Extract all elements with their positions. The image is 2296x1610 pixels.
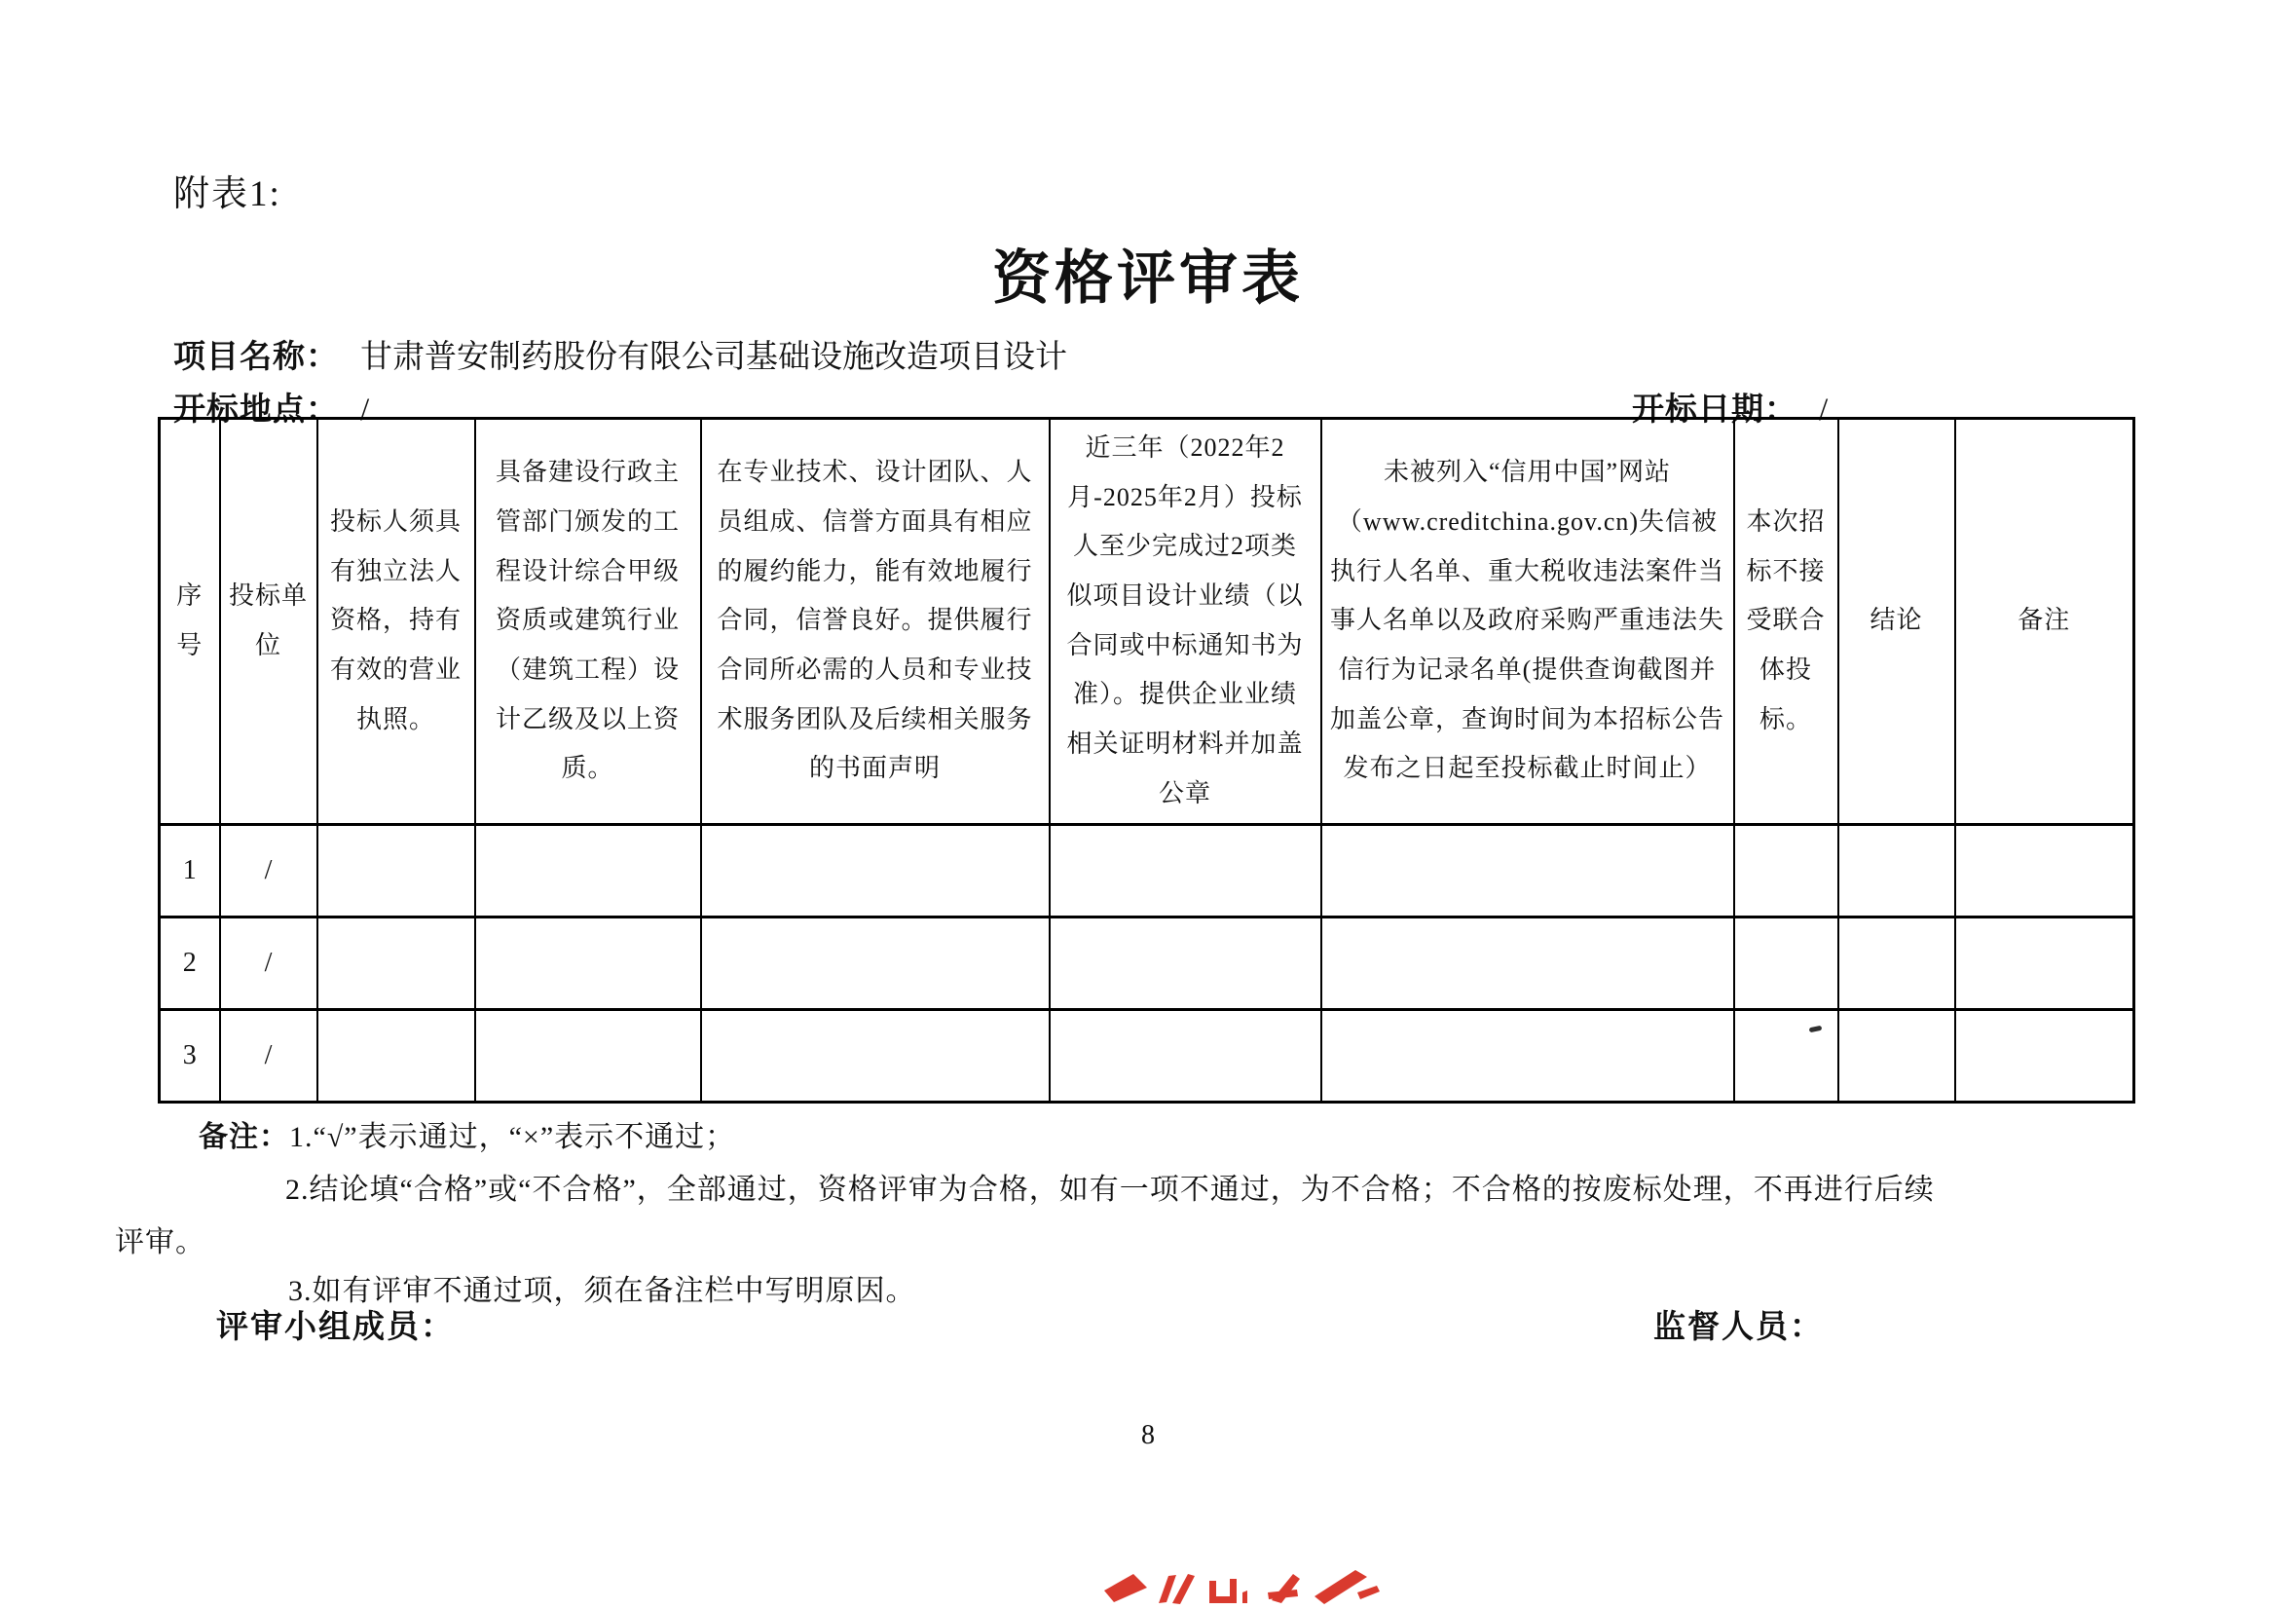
bidder-cell: / — [220, 824, 317, 917]
empty-cell — [317, 824, 475, 917]
seq-cell: 2 — [160, 917, 220, 1009]
bid-location-value: / — [360, 393, 370, 428]
empty-cell — [1734, 824, 1838, 917]
empty-cell — [475, 824, 701, 917]
note-text-2-cont: 评审。 — [115, 1226, 205, 1258]
seq-cell: 3 — [160, 1009, 220, 1102]
empty-cell — [1838, 824, 1955, 917]
project-name-value: 甘肃普安制药股份有限公司基础设施改造项目设计 — [360, 340, 1067, 375]
notes-line-2-continuation — [115, 1217, 205, 1260]
bidder-cell: / — [220, 1009, 317, 1102]
empty-cell — [317, 917, 475, 1009]
col-header-conclusion: 结论 — [1838, 419, 1955, 825]
col-header-credit-record: 未被列入“信用中国”网站（www.creditchina.gov.cn)失信被执行人名单、重大税收违法案件当事人名单以及政府采购严重违法失信行为记录名单(提供查询截图并加盖公章，查询时间为本招标公告发布之日起至投标截止时间止） — [1321, 419, 1734, 825]
table-row — [160, 1009, 2134, 1102]
empty-cell — [701, 917, 1050, 1009]
project-name-label: 项目名称： — [173, 340, 339, 375]
note-text-2: 2.结论填“合格”或“不合格”，全部通过，资格评审为合格，如有一项不通过，为不合格；不合格的按废标处理，不再进行后续 — [285, 1174, 1935, 1206]
empty-cell — [1050, 1009, 1321, 1102]
empty-cell — [1050, 917, 1321, 1009]
table-row — [160, 917, 2134, 1009]
seq-cell: 1 — [160, 824, 220, 917]
header-row — [160, 419, 2134, 825]
empty-cell — [1321, 917, 1734, 1009]
empty-cell — [701, 1009, 1050, 1102]
empty-cell — [701, 824, 1050, 917]
note-text-1: 1.“√”表示通过，“×”表示不通过； — [289, 1121, 736, 1153]
empty-cell — [1050, 824, 1321, 917]
col-header-bidder: 投标单位 — [220, 419, 317, 825]
bid-location-label: 开标地点： — [173, 393, 339, 428]
project-name-line — [173, 331, 1067, 377]
empty-cell — [1734, 917, 1838, 1009]
empty-cell — [1838, 917, 1955, 1009]
empty-cell — [1955, 1009, 2134, 1102]
attachment-label: 附表1: — [173, 174, 281, 214]
col-header-qualification: 具备建设行政主管部门颁发的工程设计综合甲级资质或建筑行业（建筑工程）设计乙级及以上资质。 — [475, 419, 701, 825]
col-header-seq: 序号 — [160, 419, 220, 825]
bid-date-value: / — [1819, 393, 1829, 428]
empty-cell — [1734, 1009, 1838, 1102]
empty-cell — [475, 1009, 701, 1102]
col-header-capability: 在专业技术、设计团队、人员组成、信誉方面具有相应的履约能力，能有效地履行合同，信誉良好。提供履行合同所必需的人员和专业技术服务团队及后续相关服务的书面声明 — [701, 419, 1050, 825]
bidder-cell: / — [220, 917, 317, 1009]
empty-cell — [1955, 917, 2134, 1009]
bid-date-label: 开标日期： — [1632, 393, 1797, 428]
notes-line-2 — [285, 1165, 1935, 1208]
col-header-no-consortium: 本次招标不接受联合体投标。 — [1734, 419, 1838, 825]
notes-line-1 — [199, 1112, 735, 1155]
empty-cell — [1321, 824, 1734, 917]
supervisor-label: 监督人员： — [1653, 1310, 1824, 1345]
notes-label: 备注： — [199, 1121, 289, 1153]
empty-cell — [1321, 1009, 1734, 1102]
table-row — [160, 824, 2134, 917]
page-title: 资格评审表 — [992, 246, 1304, 311]
red-stamp-fragment — [1091, 1561, 1402, 1610]
qualification-review-table — [158, 417, 2135, 1104]
col-header-legal-status: 投标人须具有独立法人资格，持有有效的营业执照。 — [317, 419, 475, 825]
empty-cell — [1955, 824, 2134, 917]
col-header-performance: 近三年（2022年2月-2025年2月）投标人至少完成过2项类似项目设计业绩（以合同或中标通知书为准）。提供企业业绩相关证明材料并加盖公章 — [1050, 419, 1321, 825]
note-text-3: 3.如有评审不通过项，须在备注栏中写明原因。 — [288, 1275, 916, 1307]
review-panel-label: 评审小组成员： — [216, 1310, 455, 1345]
empty-cell — [317, 1009, 475, 1102]
page-number: 8 — [1141, 1420, 1155, 1450]
col-header-remark: 备注 — [1955, 419, 2134, 825]
empty-cell — [1838, 1009, 1955, 1102]
empty-cell — [475, 917, 701, 1009]
